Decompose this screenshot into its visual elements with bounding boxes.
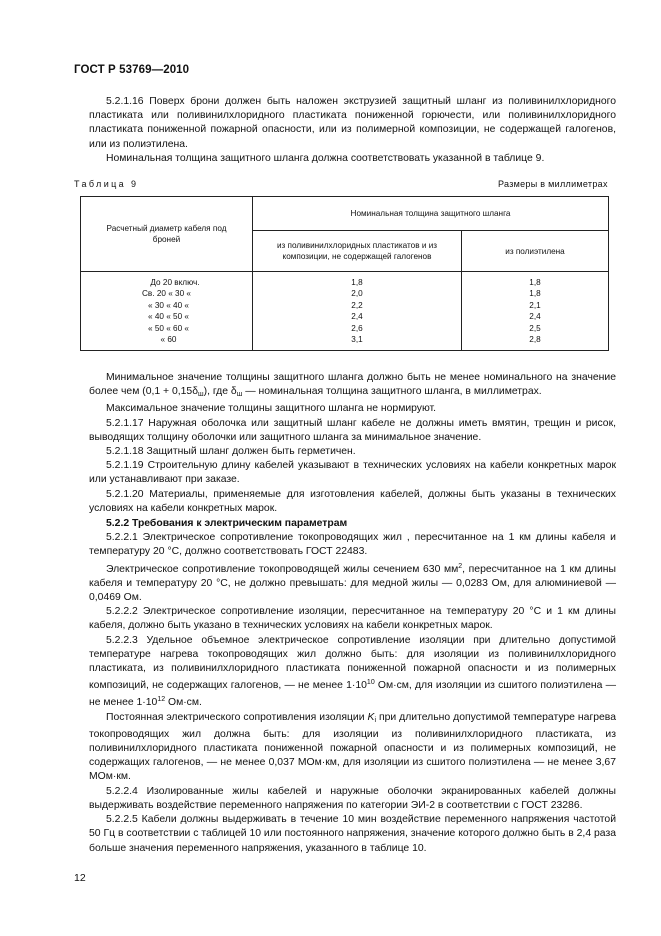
table9-cell-diameter: До 20 включ. [150, 277, 200, 287]
paragraph-630mm [89, 560, 616, 606]
paragraph-table9-ref: Номинальная толщина защитного шланга должна соответствовать указанной в таблице 9. [106, 152, 545, 164]
section-body [89, 371, 616, 856]
paragraph-5-2-1-16: 5.2.1.16 Поверх брони должен быть наложен экструзией защитный шланг из поливинилхлоридного пластиката или поливинилхлоридного пластиката пониженной горючести, или поливинилхлоридного пластиката пониженной пожарной опасности, или из полимерной композиции, не содержащей галогенов, или из полиэтилена. [89, 96, 616, 150]
table9-cell-pe: 2,1 [529, 300, 541, 310]
table9-cell-pe: 2,8 [529, 335, 541, 344]
paragraph-5-2-2-1: 5.2.2.1 Электрическое сопротивление токопроводящих жил , пересчитанное на 1 км длины кабеля и температуру 20 °С, должно соответствовать ГОСТ 22483. [89, 532, 616, 558]
table9-cell-pvc: 2,4 [351, 312, 363, 321]
table9-cell-pvc: 2,0 [351, 289, 363, 298]
page-number: 12 [74, 872, 86, 884]
table9-cell-diameter: « 30 « 40 « [148, 300, 189, 310]
text-fragment: Минимальное значение толщины защитного шланга должно быть не менее номинального на значение более чем (0,1 + 0,15δ [89, 372, 616, 398]
text-fragment: , пересчитанное на 1 км длины кабеля и температуру 20 °С, не должно превышать: для медной жилы — 0,0283 Ом, для алюминиевой — 0,0469 Ом. [89, 563, 616, 604]
table9-cell-pe: 2,4 [529, 312, 541, 321]
table9-units: Размеры в миллиметрах [498, 179, 608, 189]
page-header-standard-id: ГОСТ Р 53769—2010 [74, 64, 190, 76]
subscript: i [374, 716, 377, 724]
text-fragment: 5.2.2.3 Удельное объемное электрическое сопротивление изоляции при длительно допустимой температуре нагрева токопроводящих жил должно быть: для изоляции из поливинилхлоридного пластиката, из поливинилхлоридного пластиката пониженной пожарной опасности и из полимерных композиций, не содержащих галогенов, — не менее 1·10 [89, 634, 616, 692]
text-fragment: Электрическое сопротивление токопроводящей жилы сечением 630 мм [106, 563, 459, 575]
paragraph-5-2-2-2: 5.2.2.2 Электрическое сопротивление изоляции, пересчитанное на температуру 20 °С и 1 км длины кабеля, должно быть указано в технических условиях на кабели конкретных марок. [89, 606, 616, 632]
table9-cell-diameter: « 60 [160, 335, 177, 344]
subscript: ш [198, 391, 204, 399]
paragraph-min-thickness [89, 371, 616, 402]
paragraph-5-2-1-17: 5.2.1.17 Наружная оболочка или защитный шланг кабеле не должны иметь вмятин, трещин и рисок, выводящих толщину оболочки или защитного шланга за минимальное значение. [89, 417, 616, 443]
paragraph-5-2-1-19: 5.2.1.19 Строительную длину кабелей указывают в технических условиях на кабели конкретных марок или устанавливают при заказе. [89, 460, 616, 486]
text-fragment: Постоянная электрического сопротивления изоляции [106, 711, 368, 723]
section-top [89, 95, 616, 166]
table9-cell-diameter: Св. 20 « 30 « [142, 289, 191, 298]
table9-cell-pe: 2,5 [529, 323, 541, 333]
superscript: 2 [458, 562, 463, 570]
paragraph-5-2-2-4: 5.2.2.4 Изолированные жилы кабелей и наружные оболочки экранированных кабелей должны выдерживать воздействие переменного напряжения по категории ЭИ-2 в соответствии с ГОСТ 23286. [89, 785, 616, 811]
section-heading-5-2-2: 5.2.2 Требования к электрическим параметрам [106, 518, 348, 530]
text-fragment: ), где δ [203, 386, 237, 398]
table9-cell-pe: 1,8 [529, 277, 541, 287]
table9-col-diameter [81, 272, 253, 351]
superscript: 12 [157, 696, 166, 704]
table9-cell-diameter: « 50 « 60 « [148, 323, 189, 333]
table9-col-pvc [253, 272, 462, 351]
table9-head-diameter [81, 197, 253, 272]
table9-cell-pvc: 2,2 [351, 300, 363, 310]
table9-caption: Таблица 9 [74, 179, 139, 189]
symbol-k: K [367, 711, 375, 723]
paragraph-insulation-constant [89, 711, 616, 785]
table9-head-pvc: из поливинилхлоридных пластикатов и из композиции, не содержащей галогенов [253, 231, 462, 272]
table9-head-group: Номинальная толщина защитного шланга [253, 197, 609, 231]
text-fragment: — номинальная толщина защитного шланга, в миллиметрах. [242, 386, 542, 398]
table9-head-diameter-text: Расчетный диаметр кабеля под броней [106, 224, 227, 244]
paragraph-5-2-1-18: 5.2.1.18 Защитный шланг должен быть герметичен. [106, 446, 356, 458]
paragraph-max-thickness: Максимальное значение толщины защитного шланга не нормируют. [106, 403, 437, 415]
text-fragment: при длительно допустимой температуре нагрева токопроводящих жил должна быть: для изоляции из поливинилхлоридного пластиката, из поливинилхлоридного пластиката пониженной пожарной опасности и из полимерных композиций, не содержащих галогенов, — не менее 0,037 МОм·км, для изоляции из сшитого полиэтилена — не менее 3,67 МОм·км. [89, 711, 616, 783]
text-fragment: Ом·см. [165, 697, 202, 709]
subscript: ш [236, 391, 243, 399]
table9-cell-pe: 1,8 [529, 289, 541, 298]
superscript: 10 [366, 679, 375, 687]
table9-cell-pvc: 2,6 [351, 323, 363, 333]
paragraph-5-2-1-20: 5.2.1.20 Материалы, применяемые для изготовления кабелей, должны быть указаны в технических условиях на кабели конкретных марок. [89, 488, 616, 514]
table9-head-pe: из полиэтилена [462, 231, 609, 272]
paragraph-5-2-2-3 [89, 634, 616, 711]
text-fragment: Ом·см, для изоляции из сшитого полиэтилена — не менее 1·10 [89, 680, 616, 709]
table9-cell-pvc: 1,8 [351, 277, 363, 287]
table9-cell-pvc: 3,1 [351, 335, 363, 344]
table9-col-pe [462, 272, 609, 351]
table-9 [80, 196, 609, 351]
paragraph-5-2-2-5: 5.2.2.5 Кабели должны выдерживать в течение 10 мин воздействие переменного напряжения частотой 50 Гц в соответствии с таблицей 10 или постоянного напряжения, значение которого должно быть в 2,4 раза больше значения переменного напряжения, указанного в таблице 10. [89, 814, 616, 854]
table9-cell-diameter: « 40 « 50 « [148, 312, 189, 321]
